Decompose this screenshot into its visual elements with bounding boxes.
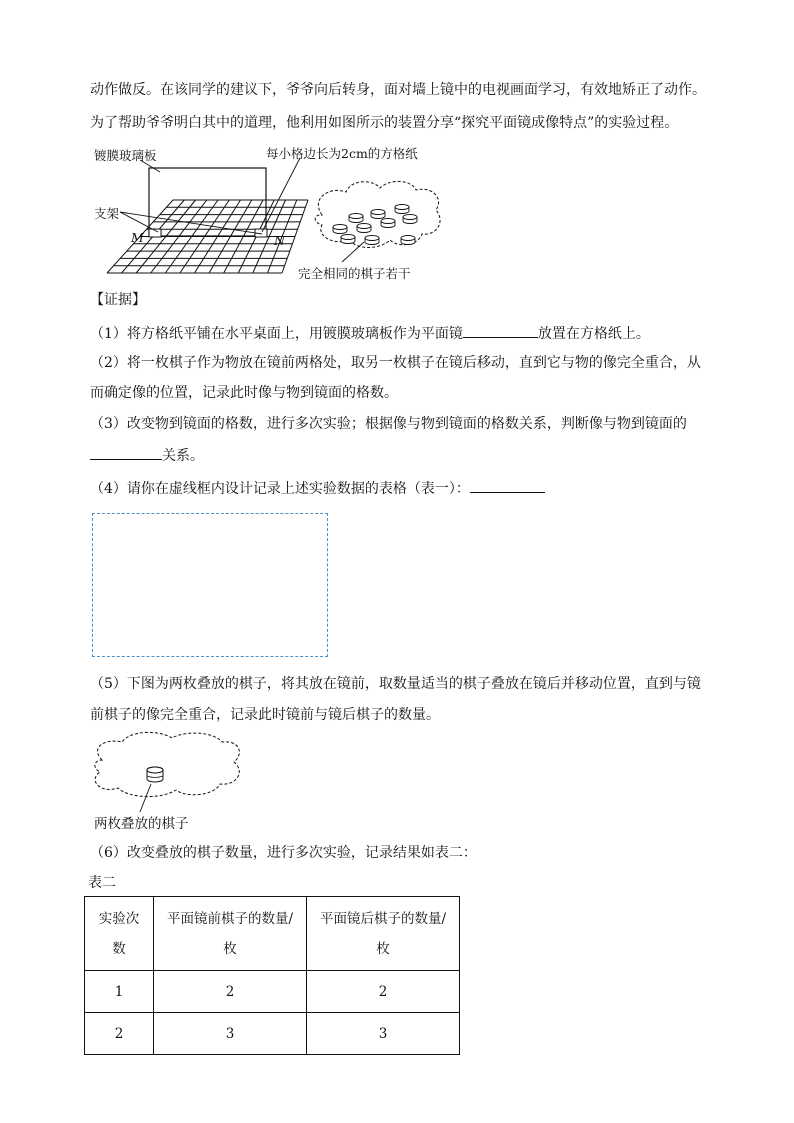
table-row	[85, 971, 460, 1013]
chess-piece-top	[395, 205, 409, 210]
step-3-line-1: （3）改变物到镜面的格数，进行多次实验；根据像与物到镜面的格数关系，判断像与物到镜面的	[90, 416, 687, 432]
cell-back: 2	[307, 971, 460, 1013]
stacked-pieces	[147, 767, 163, 782]
chess-piece-top	[349, 214, 363, 219]
cell-trial: 2	[85, 1013, 154, 1055]
step-6: （6）改变叠放的棋子数量，进行多次实验，记录结果如表二：	[90, 845, 477, 861]
label-stand: 支架	[94, 206, 120, 221]
label-grid-paper: 每小格边长为2cm的方格纸	[266, 146, 418, 161]
answer-blank-2[interactable]	[90, 445, 162, 460]
cell-trial: 1	[85, 971, 154, 1013]
label-glass: 镀膜玻璃板	[94, 148, 157, 163]
chess-piece-top	[357, 224, 371, 229]
chess-piece-top	[371, 210, 385, 215]
stacked-cloud	[95, 732, 239, 796]
chess-piece-top	[403, 215, 417, 220]
label-n: N	[274, 233, 285, 248]
header-back-count: 平面镜后棋子的数量/ 枚	[307, 897, 460, 971]
label-m: M	[131, 230, 144, 245]
step-2-line-1: （2）将一枚棋子作为物放在镜前两格处，取另一枚棋子在镜后移动，直到它与物的像完全重合，从	[90, 355, 701, 371]
label-stacked-pieces: 两枚叠放的棋子	[94, 816, 189, 832]
step-2-line-2: 而确定像的位置，记录此时像与物到镜面的格数。	[90, 385, 398, 401]
chess-piece-top	[333, 225, 347, 230]
table-design-box[interactable]	[92, 513, 328, 657]
table-header-row	[85, 897, 460, 971]
step-1: （1）将方格纸平铺在水平桌面上，用镀膜玻璃板作为平面镜 放置在方格纸上。	[90, 323, 650, 344]
table2-caption: 表二	[88, 875, 116, 891]
cell-front: 3	[154, 1013, 307, 1055]
intro-line-1: 动作做反。在该同学的建议下，爷爷向后转身，面对墙上镜中的电视画面学习，有效地矫正了动作。	[90, 82, 706, 98]
answer-blank-1[interactable]	[463, 323, 538, 338]
chess-piece-top	[381, 219, 395, 224]
header-trial: 实验次 数	[85, 897, 154, 971]
table-row	[85, 1013, 460, 1055]
chess-piece-top	[365, 236, 379, 241]
results-table	[84, 896, 460, 1055]
chess-pieces-group	[333, 205, 417, 245]
chess-piece-top	[341, 235, 355, 240]
intro-line-2: 为了帮助爷爷明白其中的道理，他利用如图所示的装置分享“探究平面镜成像特点”的实验过程。	[90, 115, 679, 131]
step-5-line-1: （5）下图为两枚叠放的棋子，将其放在镜前，取数量适当的棋子叠放在镜后并移动位置，直到与镜	[90, 676, 701, 692]
step-3-line-2: 关系。	[90, 445, 204, 466]
header-front-count: 平面镜前棋子的数量/ 枚	[154, 897, 307, 971]
section-heading: 【证据】	[90, 292, 146, 308]
chess-piece-top	[401, 236, 415, 241]
step-4: （4）请你在虚线框内设计记录上述实验数据的表格（表一）：	[90, 478, 545, 499]
step-5-line-2: 前棋子的像完全重合，记录此时镜前与镜后棋子的数量。	[90, 707, 440, 723]
cell-back: 3	[307, 1013, 460, 1055]
answer-blank-3[interactable]	[470, 478, 545, 493]
cell-front: 2	[154, 971, 307, 1013]
label-pieces: 完全相同的棋子若干	[298, 266, 411, 281]
